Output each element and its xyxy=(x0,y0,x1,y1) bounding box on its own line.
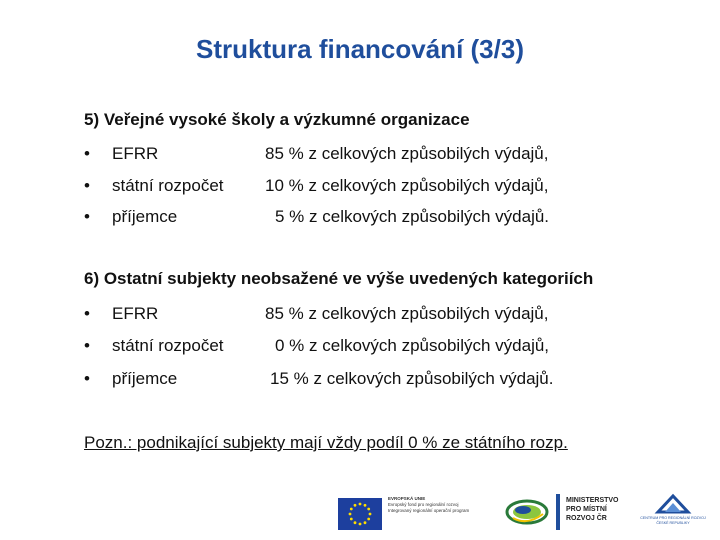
section-heading-universities: 5) Veřejné vysoké školy a výzkumné organizace xyxy=(84,110,470,129)
bullet: • xyxy=(84,144,90,163)
bullet: • xyxy=(84,369,90,388)
funding-share-value: 15 % z celkových způsobilých výdajů. xyxy=(270,369,554,388)
bullet: • xyxy=(84,304,90,323)
bullet: • xyxy=(84,176,90,195)
funding-source-label: příjemce xyxy=(112,369,178,388)
section-heading-other-entities: 6) Ostatní subjekty neobsažené ve výše uvedených kategoriích xyxy=(84,269,594,288)
funding-source-label: EFRR xyxy=(112,304,159,323)
eu-line: Integrovaný regionální operační program xyxy=(388,508,470,513)
eu-fund-text xyxy=(388,496,496,514)
ministry-line: PRO MÍSTNÍ xyxy=(566,506,607,513)
eu-flag-icon xyxy=(338,498,382,530)
eu-line: EVROPSKÁ UNIE xyxy=(388,496,426,501)
funding-share-value: 10 % z celkových způsobilých výdajů, xyxy=(265,176,549,195)
funding-source-label: příjemce xyxy=(112,207,178,226)
ministry-emblem-icon xyxy=(553,494,563,535)
logo-footer xyxy=(0,486,720,540)
bullet: • xyxy=(84,336,90,355)
footnote: Pozn.: podnikající subjekty mají vždy podíl 0 % ze státního rozp. xyxy=(84,433,568,452)
crr-line: ČESKÉ REPUBLIKY xyxy=(656,521,690,525)
program-logo-icon xyxy=(505,498,549,531)
funding-share-value: 5 % z celkových způsobilých výdajů. xyxy=(275,207,550,226)
funding-source-label: státní rozpočet xyxy=(112,176,224,195)
crr-name xyxy=(640,516,706,526)
funding-source-label: státní rozpočet xyxy=(112,336,224,355)
funding-source-label: EFRR xyxy=(112,144,159,163)
eu-line: Evropský fond pro regionální rozvoj xyxy=(388,502,459,507)
ministry-line: ROZVOJ ČR xyxy=(566,515,607,522)
bullet: • xyxy=(84,207,90,226)
ministry-line: MINISTERSTVO xyxy=(566,497,619,504)
crr-line: CENTRUM PRO REGIONÁLNÍ ROZVOJ xyxy=(640,516,706,520)
ministry-name xyxy=(566,496,619,523)
funding-share-value: 85 % z celkových způsobilých výdajů, xyxy=(265,144,549,163)
funding-share-value: 0 % z celkových způsobilých výdajů, xyxy=(275,336,550,355)
funding-share-value: 85 % z celkových způsobilých výdajů, xyxy=(265,304,549,323)
slide-title: Struktura financování (3/3) xyxy=(196,34,524,64)
